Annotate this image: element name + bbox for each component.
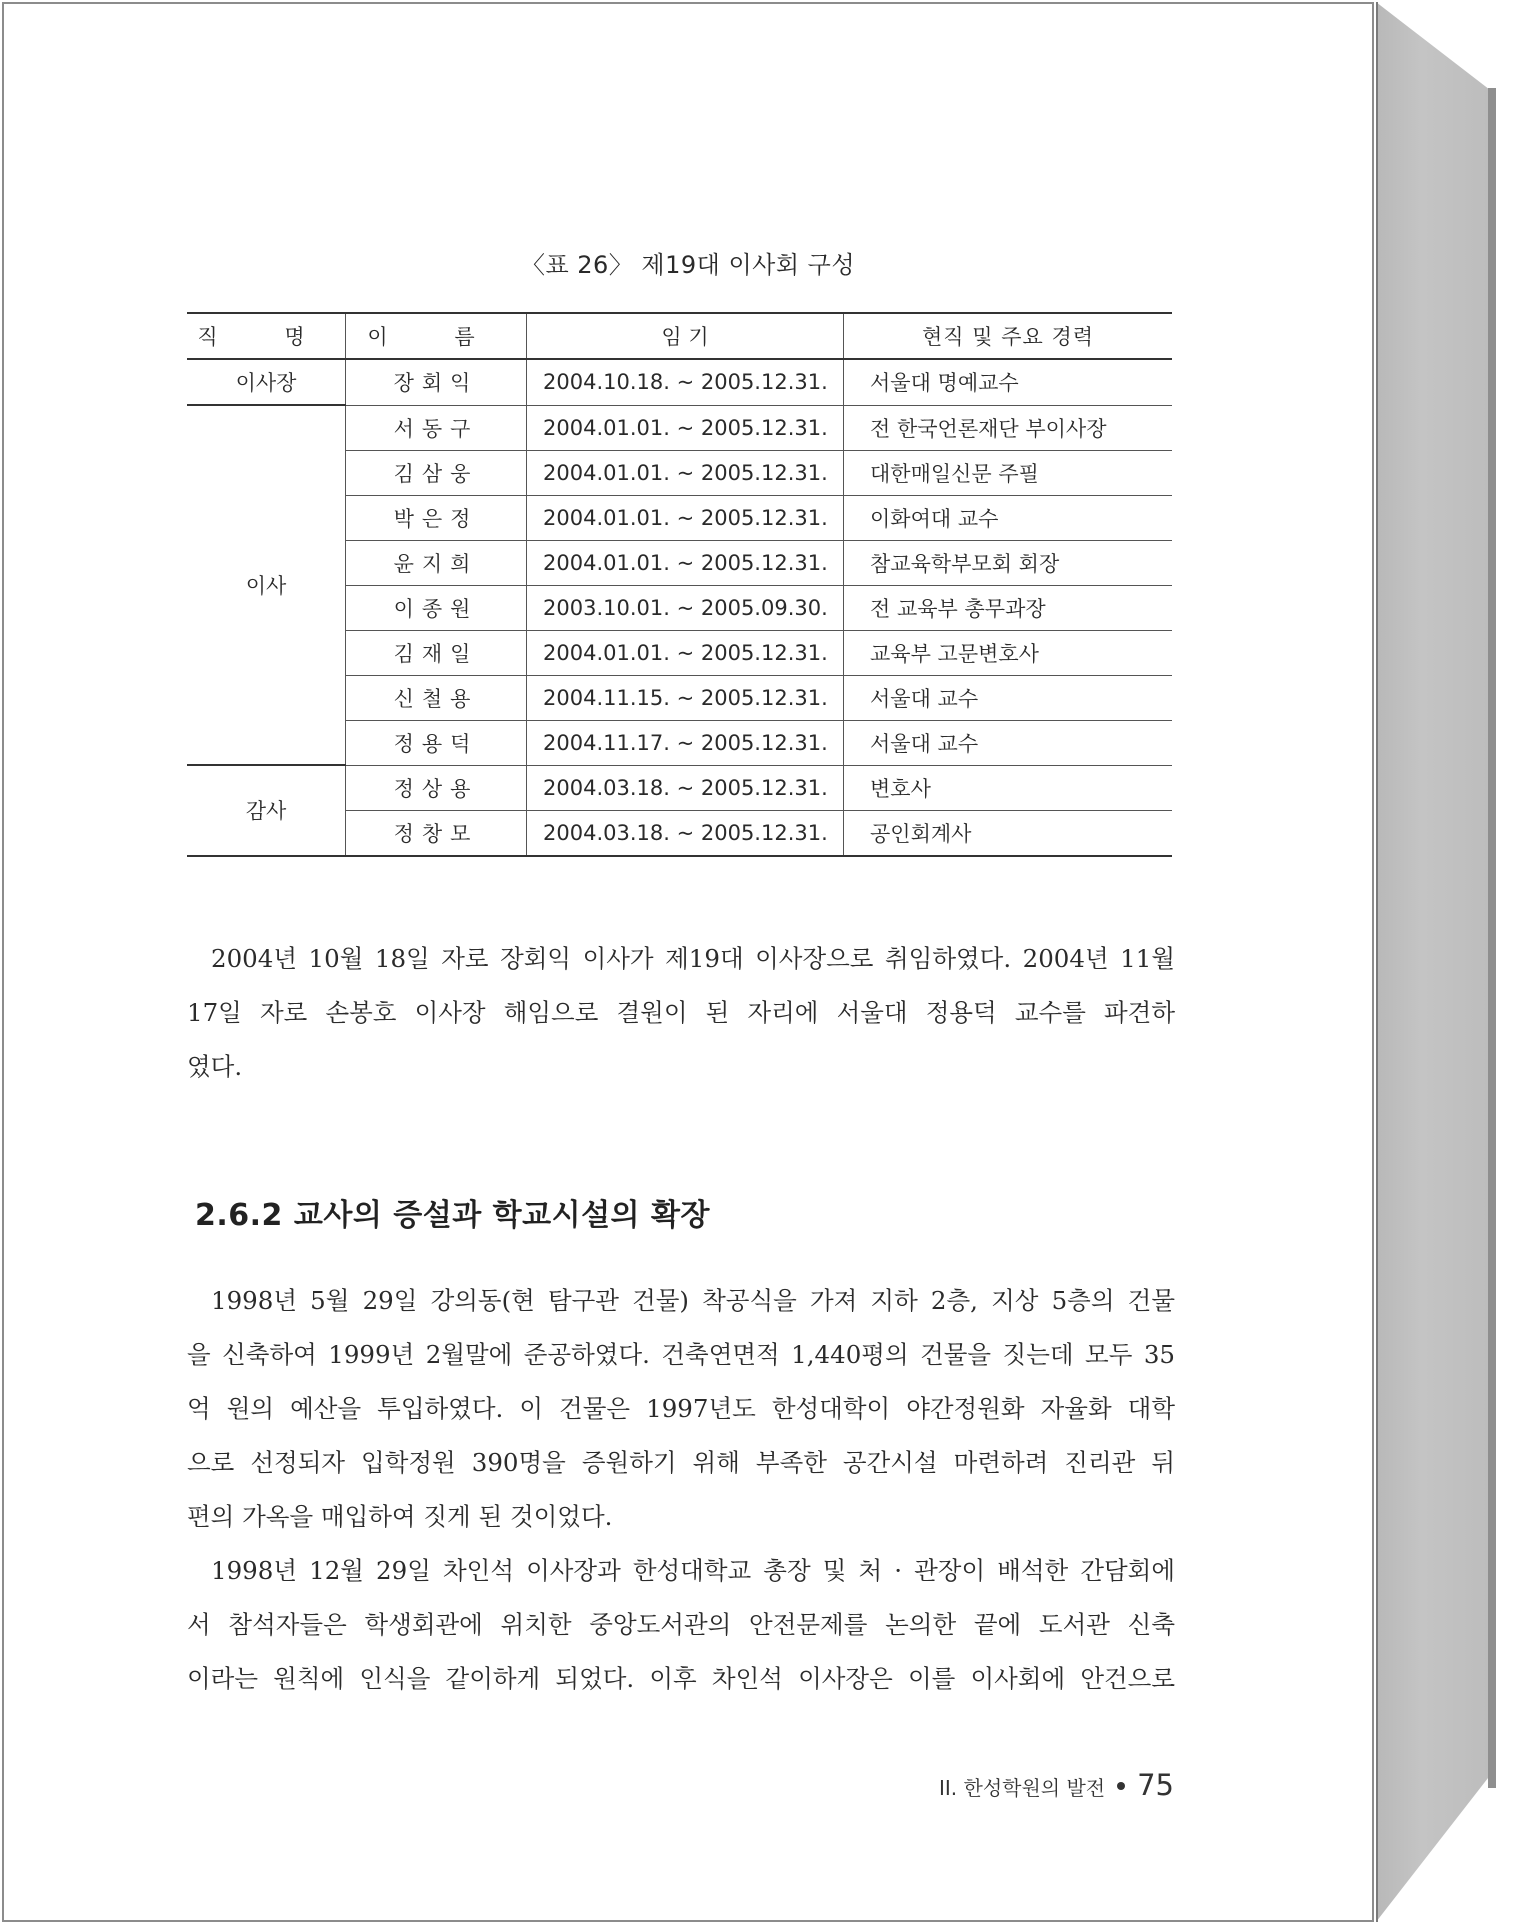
table-header-row (187, 313, 1172, 359)
member-term: 2004.01.01. ~ 2005.12.31. (527, 540, 844, 585)
member-term: 2004.01.01. ~ 2005.12.31. (527, 495, 844, 540)
member-name: 정창모 (346, 810, 527, 856)
text-line: 이라는 원칙에 인식을 같이하게 되었다. 이후 차인석 이사장은 이를 이사회에 안건으로 (187, 1664, 1175, 1693)
paragraph-lecture-building (187, 1274, 1175, 1544)
member-name: 정상용 (346, 765, 527, 810)
page-shadow (1488, 88, 1496, 1788)
member-term: 2004.01.01. ~ 2005.12.31. (527, 450, 844, 495)
group-chairman: 이사장 (187, 359, 346, 405)
member-career: 변호사 (844, 765, 1173, 810)
member-name: 윤지희 (346, 540, 527, 585)
member-career: 전 한국언론재단 부이사장 (844, 405, 1173, 450)
paragraph-library-plan (187, 1544, 1175, 1706)
member-career: 서울대 명예교수 (844, 359, 1173, 405)
member-career: 교육부 고문변호사 (844, 630, 1173, 675)
member-career: 참교육학부모회 회장 (844, 540, 1173, 585)
paragraph-chairman-appointment (187, 932, 1175, 1094)
chapter-label: II. 한성학원의 발전 (938, 1776, 1106, 1800)
member-term: 2004.03.18. ~ 2005.12.31. (527, 810, 844, 856)
text-line: 으로 선정되자 입학정원 390명을 증원하기 위해 부족한 공간시설 마련하려 진리관 뒤 (187, 1448, 1175, 1477)
member-career: 서울대 교수 (844, 720, 1173, 765)
board-composition-table (187, 312, 1172, 857)
member-name: 장회익 (346, 359, 527, 405)
page-number: 75 (1137, 1768, 1174, 1802)
text-line: 2004년 10월 18일 자로 장회익 이사가 제19대 이사장으로 취임하였다. 2004년 11월 (211, 944, 1175, 973)
book-page-edge (1376, 2, 1488, 1922)
text-line: 억 원의 예산을 투입하였다. 이 건물은 1997년도 한성대학이 야간정원화 자율화 대학 (187, 1394, 1175, 1423)
text-line: 1998년 5월 29일 강의동(현 탐구관 건물) 착공식을 가져 지하 2층, 지상 5층의 건물 (211, 1286, 1175, 1315)
member-term: 2004.01.01. ~ 2005.12.31. (527, 405, 844, 450)
text-line: 였다. (187, 1052, 243, 1081)
member-career: 공인회계사 (844, 810, 1173, 856)
text-line: 17일 자로 손봉호 이사장 해임으로 결원이 된 자리에 서울대 정용덕 교수를 파견하 (187, 998, 1175, 1027)
table-row (187, 359, 1172, 405)
member-career: 대한매일신문 주필 (844, 450, 1173, 495)
member-name: 정용덕 (346, 720, 527, 765)
table-row (187, 405, 1172, 450)
header-position: 직 명 (187, 313, 346, 359)
table-caption: 〈표 26〉 제19대 이사회 구성 (520, 251, 856, 279)
member-name: 이종원 (346, 585, 527, 630)
page-footer (939, 1768, 1174, 1802)
member-term: 2004.01.01. ~ 2005.12.31. (527, 630, 844, 675)
member-career: 이화여대 교수 (844, 495, 1173, 540)
member-term: 2004.03.18. ~ 2005.12.31. (527, 765, 844, 810)
group-director: 이사 (187, 405, 346, 765)
header-career: 현직 및 주요 경력 (844, 313, 1173, 359)
page-spine-line (1376, 2, 1378, 1922)
text-line: 1998년 12월 29일 차인석 이사장과 한성대학교 총장 및 처 · 관장이 배석한 간담회에 (211, 1556, 1175, 1585)
member-term: 2004.11.15. ~ 2005.12.31. (527, 675, 844, 720)
header-name: 이 름 (346, 313, 527, 359)
text-line: 을 신축하여 1999년 2월말에 준공하였다. 건축연면적 1,440평의 건물을 짓는데 모두 35 (187, 1340, 1175, 1369)
section-heading: 2.6.2 교사의 증설과 학교시설의 확장 (195, 1198, 710, 1233)
member-term: 2004.10.18. ~ 2005.12.31. (527, 359, 844, 405)
member-name: 김재일 (346, 630, 527, 675)
member-name: 서동구 (346, 405, 527, 450)
member-name: 김삼웅 (346, 450, 527, 495)
text-line: 편의 가옥을 매입하여 짓게 된 것이었다. (187, 1502, 613, 1531)
table-row (187, 765, 1172, 810)
member-career: 서울대 교수 (844, 675, 1173, 720)
bullet-icon (1117, 1782, 1125, 1790)
member-name: 신철용 (346, 675, 527, 720)
text-line: 서 참석자들은 학생회관에 위치한 중앙도서관의 안전문제를 논의한 끝에 도서관 신축 (187, 1610, 1175, 1639)
member-term: 2003.10.01. ~ 2005.09.30. (527, 585, 844, 630)
group-auditor: 감사 (187, 765, 346, 856)
member-career: 전 교육부 총무과장 (844, 585, 1173, 630)
member-name: 박은정 (346, 495, 527, 540)
member-term: 2004.11.17. ~ 2005.12.31. (527, 720, 844, 765)
header-term: 임 기 (527, 313, 844, 359)
